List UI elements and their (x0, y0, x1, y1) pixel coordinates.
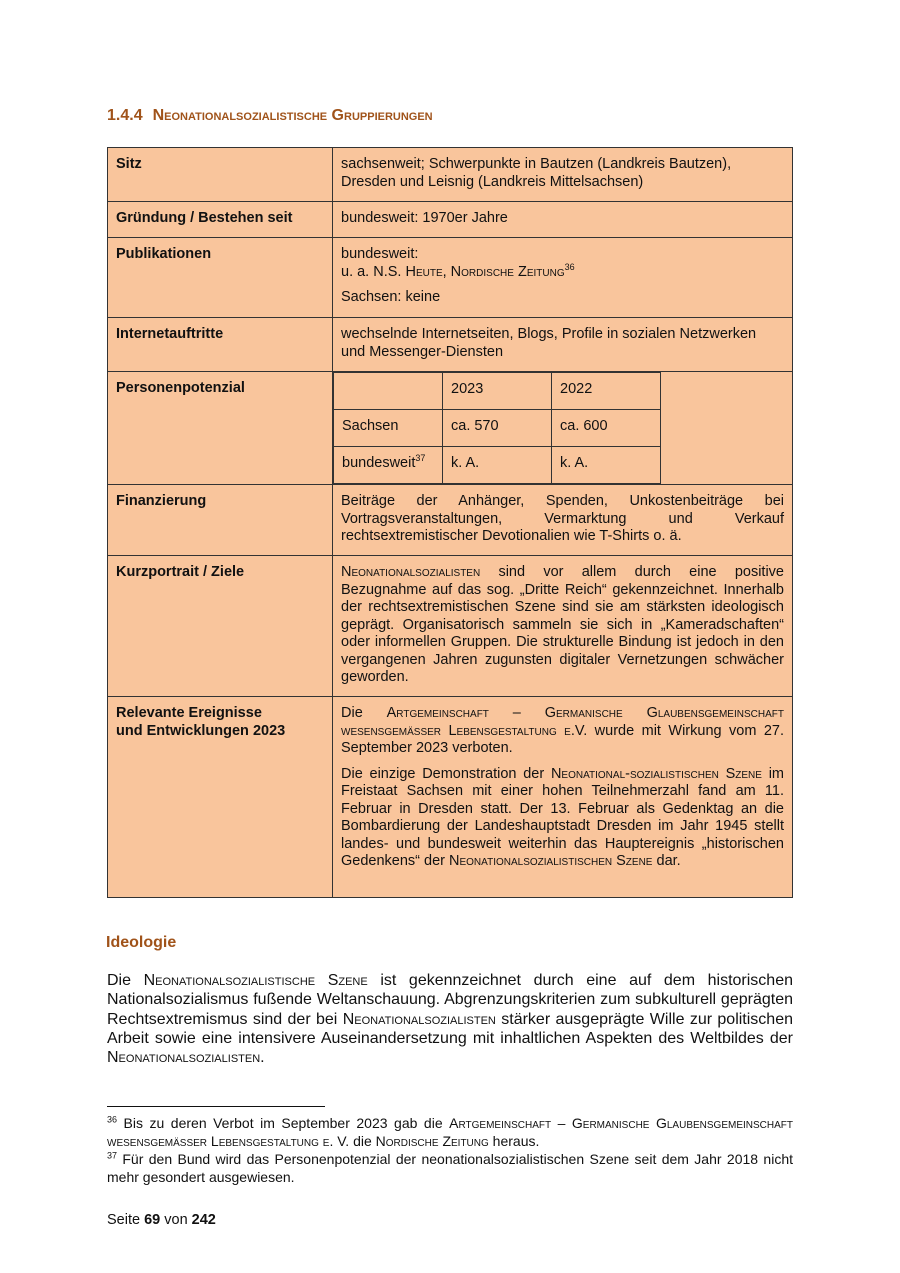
ereignisse-p1 (341, 705, 784, 758)
value-internet: wechselnde Internetseiten, Blogs, Profile in sozialen Netzwerken und Messenger-Diensten (333, 318, 793, 372)
footnote-ref-37: 37 (415, 453, 426, 464)
personen-row-sachsen (334, 410, 661, 447)
label-publikationen: Publikationen (108, 238, 333, 318)
value-kurzportrait (333, 556, 793, 697)
profile-table (107, 147, 793, 898)
e2-c: dar. (652, 853, 681, 869)
ideo-c: stärker ausgeprägte Wille zur politischen Arbeit sowie eine intensivere Auseinandersetzung mit inhaltlichen Aspekten des Weltbildes der (107, 1010, 793, 1047)
personen-sachsen-2023: ca. 570 (443, 410, 552, 447)
personen-bund-2023: k. A. (443, 447, 552, 484)
value-ereignisse (333, 697, 793, 898)
value-finanzierung: Beiträge der Anhänger, Spenden, Unkostenbeiträge bei Vortragsveranstaltungen, Vermarktung und Verkauf rechtsextremistischer Devotionalien wie T-Shirts o. ä. (333, 485, 793, 556)
ereignisse-label-1: Relevante Ereignisse (116, 705, 262, 721)
ideo-sc2: Neonationalsozialisten (342, 1010, 496, 1028)
label-ereignisse (108, 697, 333, 898)
personen-header-row (334, 373, 661, 410)
value-personen (333, 372, 793, 485)
footnote-36 (107, 1115, 793, 1150)
fn36-number: 36 (107, 1114, 118, 1125)
footer-page-number: 69 (144, 1212, 161, 1228)
footnote-ref-36: 36 (564, 261, 575, 272)
e2-b: im Freistaat Sachsen mit einer hohen Teilnehmerzahl fand am 11. Februar in Dresden statt. Der 13. Februar als Gedenktag an die Bombardierung der Landeshauptstadt Dresden im Jahr 1945 stellt landes- und bundesweit weiterhin das Hauptereignis „historischen Gedenkens“ der (341, 765, 784, 869)
row-publikationen (108, 238, 793, 318)
fn37-text: Für den Bund wird das Personenpotenzial der neonationalsozialistischen Szene seit dem Jahr 2018 nicht mehr gesondert ausgewiesen. (107, 1151, 793, 1185)
bund-label-text: bundesweit (342, 455, 416, 471)
page-footer (107, 1212, 216, 1228)
label-personen: Personenpotenzial (108, 372, 333, 485)
section-number: 1.4.4 (107, 107, 143, 124)
personen-bund-2022: k. A. (552, 447, 661, 484)
ideologie-heading: Ideologie (106, 934, 177, 951)
ideo-sc1: Neonationalsozialistische Szene (143, 972, 368, 989)
row-finanzierung (108, 485, 793, 556)
label-gruendung: Gründung / Bestehen seit (108, 202, 333, 238)
ideo-sc3: Neonationalsozialisten (107, 1049, 261, 1067)
e2-sc1: Neonational-sozialistischen Szene (550, 765, 762, 782)
e1-b: V. wurde mit Wirkung vom 27. September 2023 verboten. (341, 722, 785, 756)
row-personen (108, 372, 793, 485)
footnote-divider (107, 1106, 325, 1107)
footer-prefix: Seite (107, 1212, 145, 1228)
e1-sc: Artgemeinschaft – Germanische Glaubensgemeinschaft wesensgemäßer Lebensgestaltung e. (341, 705, 784, 739)
section-title: Neonationalsozialistische Gruppierungen (152, 107, 433, 124)
e2-sc2: Neonationalsozialistischen Szene (449, 853, 653, 869)
section-heading (107, 107, 433, 125)
row-gruendung (108, 202, 793, 238)
ideo-a: Die (107, 972, 144, 989)
footnote-37 (107, 1151, 793, 1186)
label-internet: Internetauftritte (108, 318, 333, 372)
personen-sachsen-2022: ca. 600 (552, 410, 661, 447)
ereignisse-label-2: und Entwicklungen 2023 (116, 722, 286, 739)
pub-titles: N.S. Heute, Nordische Zeitung (373, 263, 565, 280)
pub-line-3: Sachsen: keine (341, 289, 441, 305)
value-publikationen (333, 238, 793, 318)
ideo-d: . (260, 1049, 265, 1067)
row-ereignisse (108, 697, 793, 898)
kurz-rest: sind vor allem durch eine positive Bezugnahme auf das sog. „Dritte Reich“ gekennzeichnet. Innerhalb der rechtsextremistischen Szene sind sie am stärksten ideologisch geprägt. Organisatorisch sammeln sie sich in „Kameradschaften“ oder informellen Gruppen. Die strukturelle Bindung ist jedoch in den vergangenen Jahren zugunsten digitaler Vernetzungen schwächer geworden. (341, 564, 784, 685)
row-internet (108, 318, 793, 372)
e1-a: Die (341, 705, 387, 721)
personen-row-bund (334, 447, 661, 484)
personen-corner (334, 373, 443, 410)
row-kurzportrait (108, 556, 793, 697)
label-finanzierung: Finanzierung (108, 485, 333, 556)
value-sitz: sachsenweit; Schwerpunkte in Bautzen (Landkreis Bautzen), Dresden und Leisnig (Landkreis Mittelsachsen) (333, 148, 793, 202)
personen-col-2022: 2022 (552, 373, 661, 410)
personen-table (333, 372, 661, 484)
row-sitz (108, 148, 793, 202)
fn36-b: V. die (333, 1132, 376, 1149)
label-sitz: Sitz (108, 148, 333, 202)
ideologie-paragraph (107, 971, 793, 1067)
pub-line-2 (341, 261, 784, 282)
fn36-c: heraus. (488, 1132, 540, 1149)
pub-line-1: bundesweit: (341, 246, 419, 262)
e2-a: Die einzige Demonstration der (341, 765, 551, 782)
kurz-sc: Neonationalsozialisten (341, 564, 481, 580)
footer-mid: von (160, 1212, 192, 1228)
label-kurzportrait: Kurzportrait / Ziele (108, 556, 333, 697)
fn36-sc1: Artgemeinschaft – Germanische Glaubensgemeinschaft wesensgemäßer Lebensgestaltung e. (107, 1115, 793, 1149)
pub-prefix: u. a. (341, 263, 374, 280)
fn37-number: 37 (107, 1150, 118, 1161)
fn36-a: Bis zu deren Verbot im September 2023 gab die (117, 1115, 450, 1131)
ideo-b: ist gekennzeichnet durch eine auf dem historischen Nationalsozialismus fußende Weltanschauung. Abgrenzungskriterien zum subkulturell geprägten Rechtsextremismus sind der bei (107, 972, 794, 1028)
footer-total-pages: 242 (191, 1212, 216, 1228)
ereignisse-p2 (341, 766, 784, 871)
personen-label-bund (334, 447, 443, 484)
personen-label-sachsen: Sachsen (334, 410, 443, 447)
personen-col-2023: 2023 (443, 373, 552, 410)
value-gruendung: bundesweit: 1970er Jahre (333, 202, 793, 238)
fn36-sc2: Nordische Zeitung (375, 1132, 489, 1149)
